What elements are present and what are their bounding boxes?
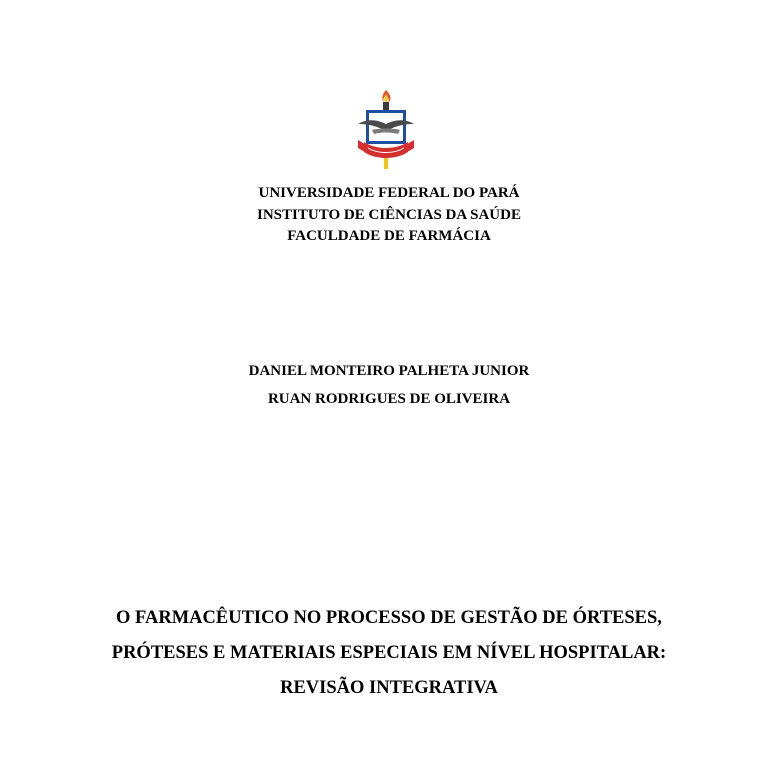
university-crest-icon: [354, 88, 418, 170]
title-line: O FARMACÊUTICO NO PROCESSO DE GESTÃO DE ÓRTESES,: [116, 608, 662, 628]
author-list: [0, 357, 778, 413]
institution-header: [0, 183, 778, 248]
author-name: DANIEL MONTEIRO PALHETA JUNIOR: [248, 363, 530, 379]
author-name: RUAN RODRIGUES DE OLIVEIRA: [267, 391, 511, 407]
title-line: PRÓTESES E MATERIAIS ESPECIAIS EM NÍVEL HOSPITALAR:: [111, 643, 667, 663]
title-line: REVISÃO INTEGRATIVA: [280, 678, 498, 698]
document-title: [0, 601, 778, 706]
institute-name: INSTITUTO DE CIÊNCIAS DA SAÚDE: [257, 206, 521, 223]
faculty-name: FACULDADE DE FARMÁCIA: [287, 228, 491, 244]
university-name: UNIVERSIDADE FEDERAL DO PARÁ: [258, 185, 520, 201]
